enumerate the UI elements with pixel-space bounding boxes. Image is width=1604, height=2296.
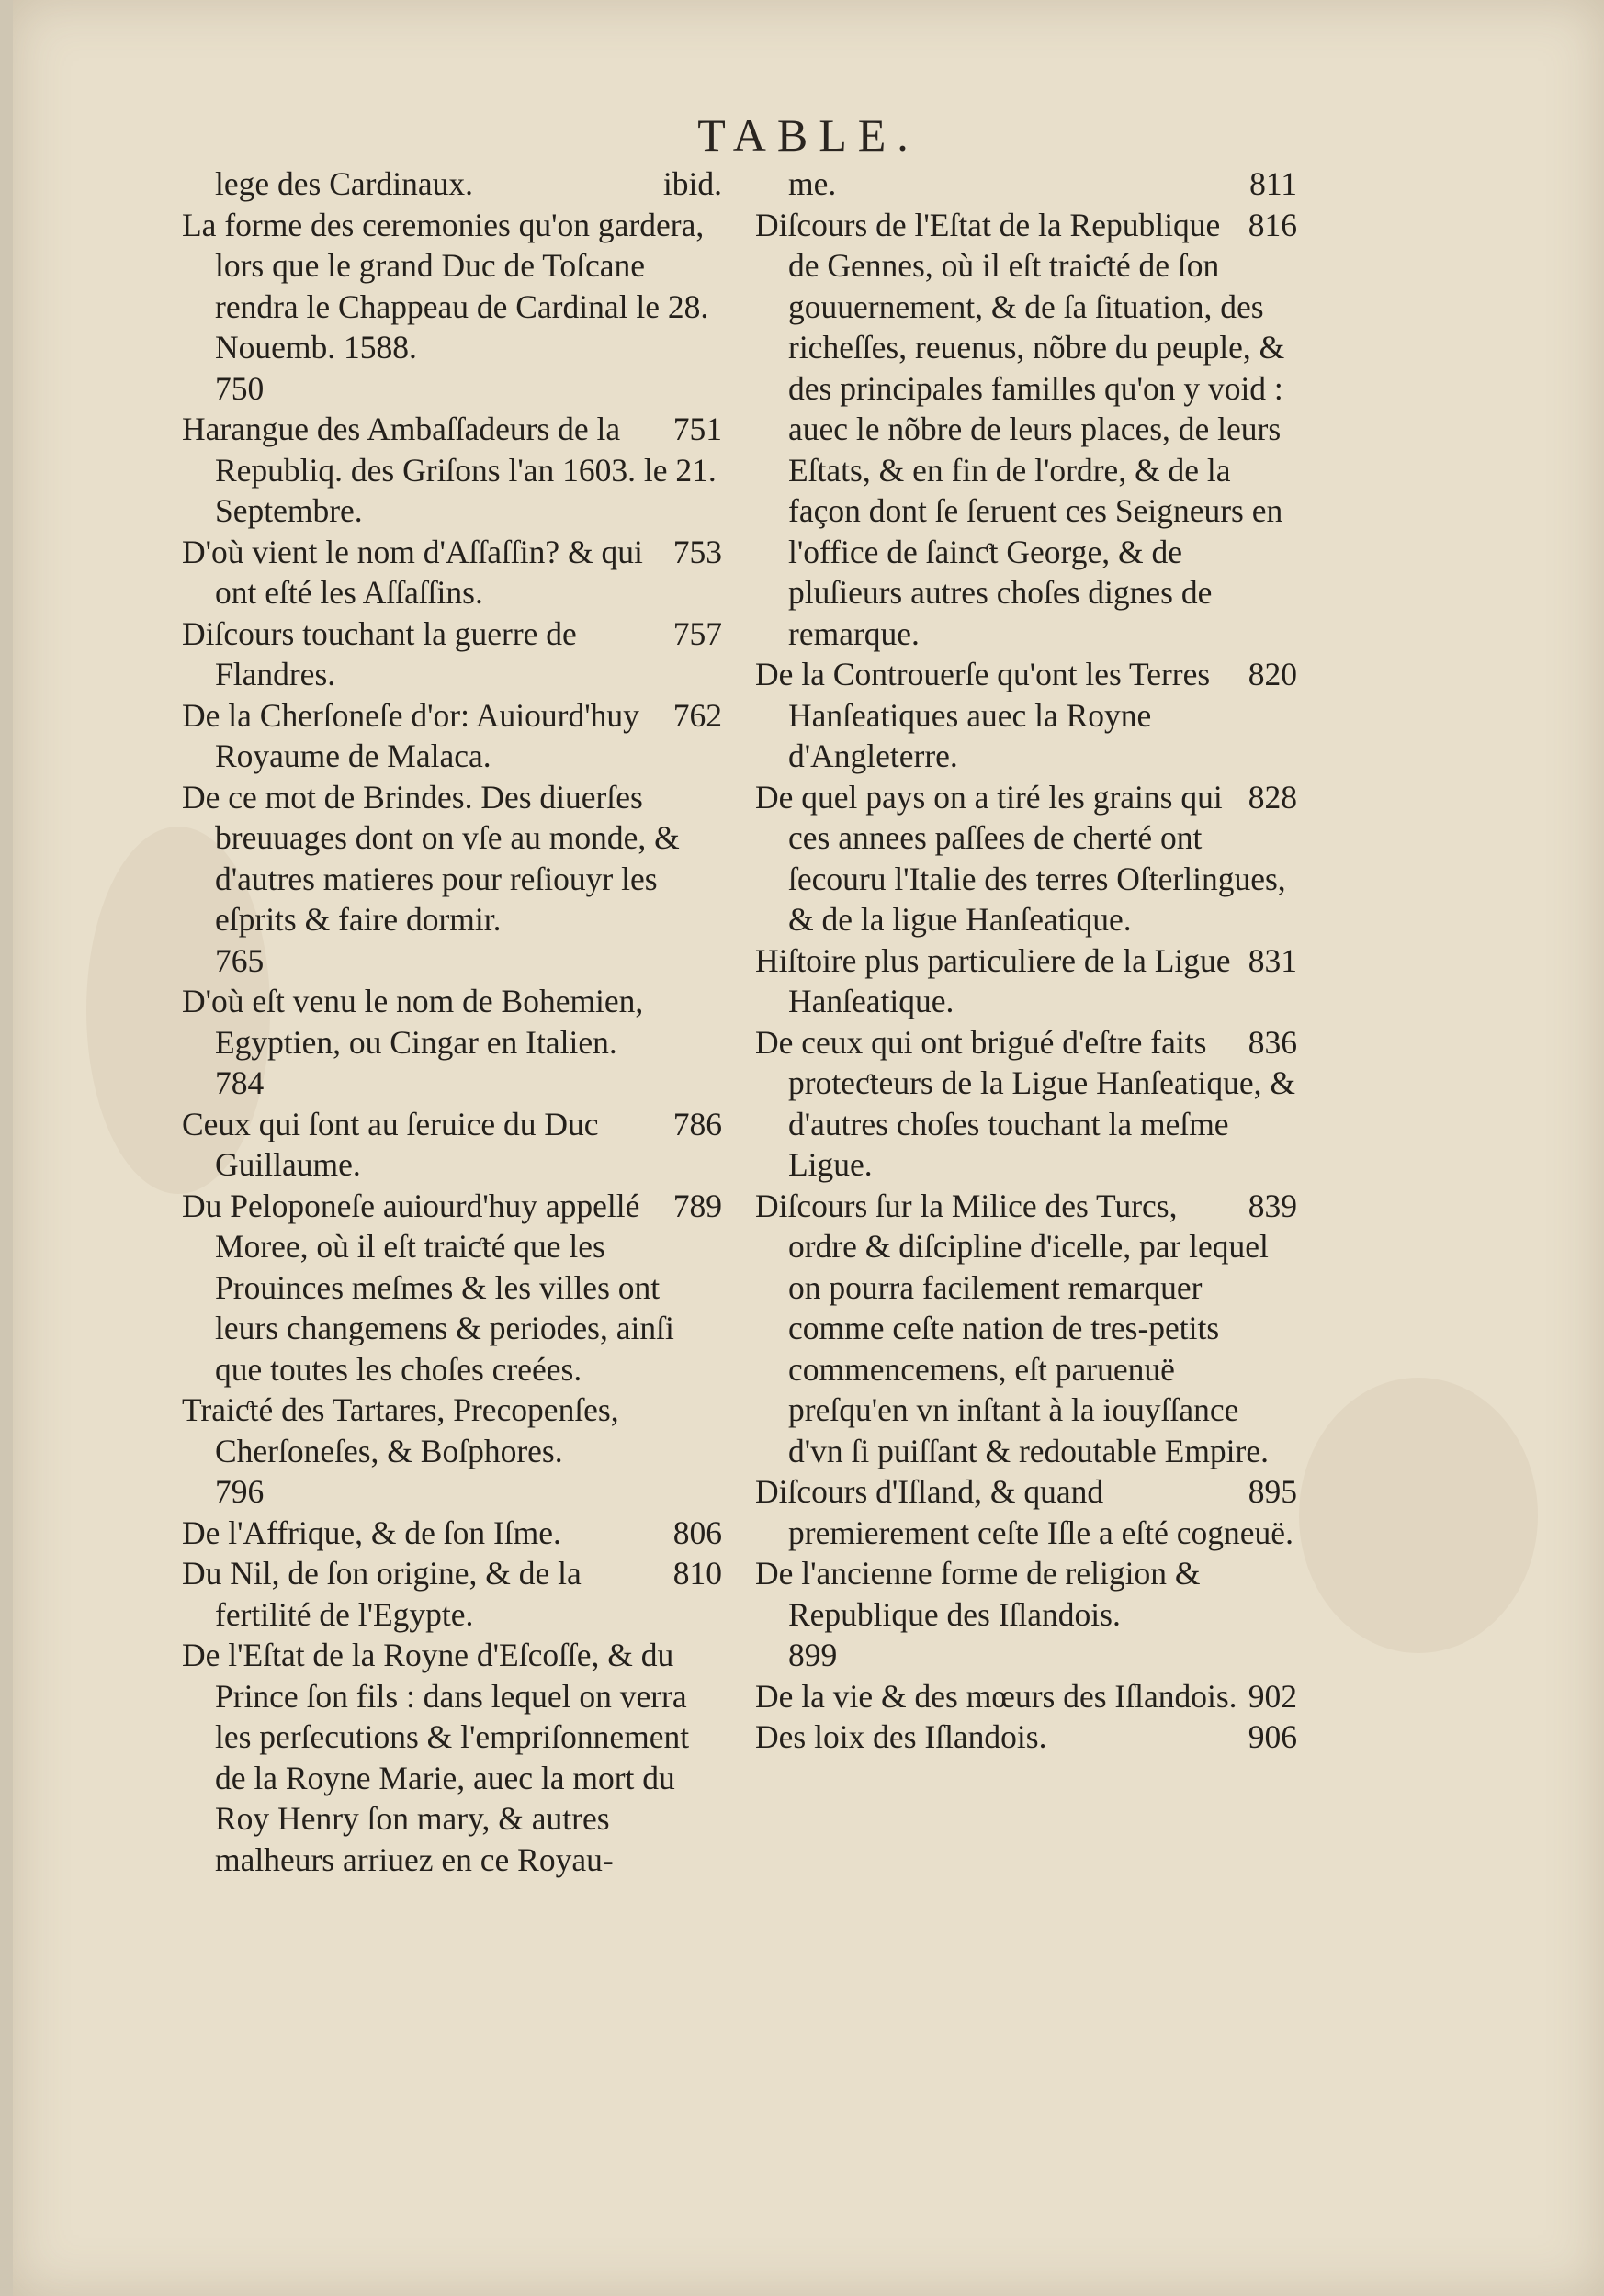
index-entry — [755, 1676, 1297, 1717]
index-entry — [755, 1553, 1297, 1676]
entry-text: lege des Cardinaux. — [215, 165, 473, 202]
index-entry — [755, 1471, 1297, 1553]
index-entry — [755, 205, 1297, 655]
entry-text: De ce mot de Brindes. Des diuerſes breuuages dont on vſe au monde, & d'autres matieres pour reſiouyr les eſprits & faire dormir. — [182, 778, 680, 938]
page-number: 899 — [788, 1637, 838, 1673]
entry-text: me. — [788, 165, 837, 202]
page-number: 757 — [672, 614, 722, 652]
entry-text: Du Peloponeſe auiourd'huy appellé Moree, où il eſt traiƈté que les Prouinces meſmes & les villes ont leurs changemens & periodes, ainſi que toutes les choſes creées. — [182, 1187, 674, 1388]
index-entry — [755, 777, 1297, 940]
index-entry — [182, 1513, 722, 1554]
page-edge — [0, 0, 13, 2296]
index-entry — [182, 409, 722, 532]
index-entry — [755, 940, 1297, 1022]
index-entry — [182, 1553, 722, 1635]
entry-text: Hiſtoire plus particuliere de la Ligue Hanſeatique. — [755, 941, 1231, 1019]
index-entry — [182, 1390, 722, 1513]
index-entry — [755, 1716, 1297, 1758]
index-entry — [755, 1022, 1297, 1186]
page-number: 831 — [1248, 941, 1297, 979]
page-number: 902 — [1248, 1677, 1297, 1715]
entry-text: Du Nil, de ſon origine, & de la fertilité de l'Egypte. — [182, 1555, 582, 1633]
entry-text: De l'ancienne forme de religion & Republique des Iſlandois. — [755, 1555, 1201, 1633]
index-entry — [182, 205, 722, 410]
page-number: 828 — [1248, 778, 1297, 816]
entry-text: De l'Eſtat de la Royne d'Eſcoſſe, & du Prince ſon fils : dans lequel on verra les perſecutions & l'empriſonnement de la Royne Marie, auec la mort du Roy Henry ſon mary, & autres malheurs arriuez en ce Royau- — [182, 1637, 690, 1878]
entry-text: De quel pays on a tiré les grains qui ces annees paſſees de cherté ont ſecouru l'Italie des terres Oſterlingues, & de la ligue Hanſeatique. — [755, 778, 1286, 938]
book-page — [13, 0, 1604, 2296]
page-number: 786 — [672, 1105, 722, 1142]
page-number: ibid. — [662, 165, 722, 202]
entry-text: Harangue des Ambaſſadeurs de la Republiq. des Griſons l'an 1603. le 21. Septembre. — [182, 411, 717, 529]
entry-text: Diſcours touchant la guerre de Flandres. — [182, 614, 577, 692]
index-column-left — [182, 163, 722, 1880]
index-entry — [182, 532, 722, 613]
entry-text: D'où eſt venu le nom de Bohemien, Egyptien, ou Cingar en Italien. — [182, 983, 644, 1061]
entry-text: De ceux qui ont brigué d'eſtre faits proteƈteurs de la Ligue Hanſeatique, & d'autres choſes touchant la meſme Ligue. — [755, 1023, 1296, 1183]
entry-text: De la Controuerſe qu'ont les Terres Hanſeatiques auec la Royne d'Angleterre. — [755, 656, 1211, 774]
index-entry — [182, 613, 722, 695]
page-number: 810 — [672, 1555, 722, 1592]
index-column-right — [755, 163, 1297, 1758]
entry-text: Des loix des Iſlandois. — [755, 1718, 1047, 1755]
index-entry — [182, 777, 722, 982]
entry-text: Diſcours ſur la Milice des Turcs, ordre & diſcipline d'icelle, par lequel on pourra facilement remarquer comme ceſte nation de tres-petits commencemens, eſt paruenuë preſqu'en vn inſtant à la iouyſſance d'vn ſi puiſſant & redoutable Empire. — [755, 1187, 1270, 1469]
page-number: 762 — [672, 696, 722, 734]
page-number: 811 — [1249, 165, 1297, 202]
index-entry — [755, 654, 1297, 777]
page-number: 765 — [215, 941, 265, 979]
index-entry — [182, 1104, 722, 1186]
index-entry — [182, 1635, 722, 1880]
entry-text: Traiƈté des Tartares, Precopenſes, Cherſoneſes, & Boſphores. — [182, 1391, 619, 1469]
page-number: 820 — [1248, 656, 1297, 692]
index-entry — [755, 163, 1297, 205]
page-number: 789 — [672, 1187, 722, 1224]
page-number: 839 — [1248, 1187, 1297, 1224]
index-entry — [182, 163, 722, 205]
page-number: 750 — [215, 369, 265, 407]
page-number: 895 — [1248, 1473, 1297, 1510]
page-number: 816 — [1248, 206, 1297, 243]
index-entry — [755, 1186, 1297, 1472]
page-number: 836 — [1248, 1023, 1297, 1061]
page-number: 751 — [672, 411, 722, 447]
index-entry — [182, 695, 722, 777]
page-number: 784 — [215, 1064, 265, 1101]
entry-text: Diſcours d'Iſland, & quand premierement ceſte Iſle a eſté cogneuë. — [755, 1473, 1293, 1551]
page-number: 806 — [672, 1514, 722, 1551]
page-number: 796 — [215, 1473, 265, 1510]
entry-text: Diſcours de l'Eſtat de la Republique de Gennes, où il eſt traiƈté de ſon gouuernement, & de ſa ſituation, des richeſſes, reuenus, nõbre du peuple, & des principales familles qu'on y void : auec le nõbre de leurs places, de leurs Eſtats, & en fin de l'ordre, & de la façon dont ſe ſeruent ces Seigneurs en l'office de ſainƈt George, & de pluſieurs autres choſes dignes de remarque. — [755, 206, 1285, 652]
page-number: 753 — [672, 533, 722, 570]
entry-text: De la Cherſoneſe d'or: Auiourd'huy Royaume de Malaca. — [182, 696, 639, 774]
page-number: 906 — [1248, 1718, 1297, 1755]
index-entry — [182, 1186, 722, 1390]
entry-text: D'où vient le nom d'Aſſaſſin? & qui ont eſté les Aſſaſſins. — [182, 533, 643, 611]
paper-stain — [1299, 1378, 1538, 1653]
running-head: TABLE. — [697, 109, 920, 161]
entry-text: De la vie & des mœurs des Iſlandois. — [755, 1677, 1237, 1715]
entry-text: Ceux qui ſont au ſeruice du Duc Guillaume. — [182, 1105, 599, 1183]
index-entry — [182, 981, 722, 1104]
entry-text: De l'Affrique, & de ſon Iſme. — [182, 1514, 561, 1551]
entry-text: La forme des ceremonies qu'on gardera, lors que le grand Duc de Toſcane rendra le Chappeau de Cardinal le 28. Nouemb. 1588. — [182, 206, 709, 366]
